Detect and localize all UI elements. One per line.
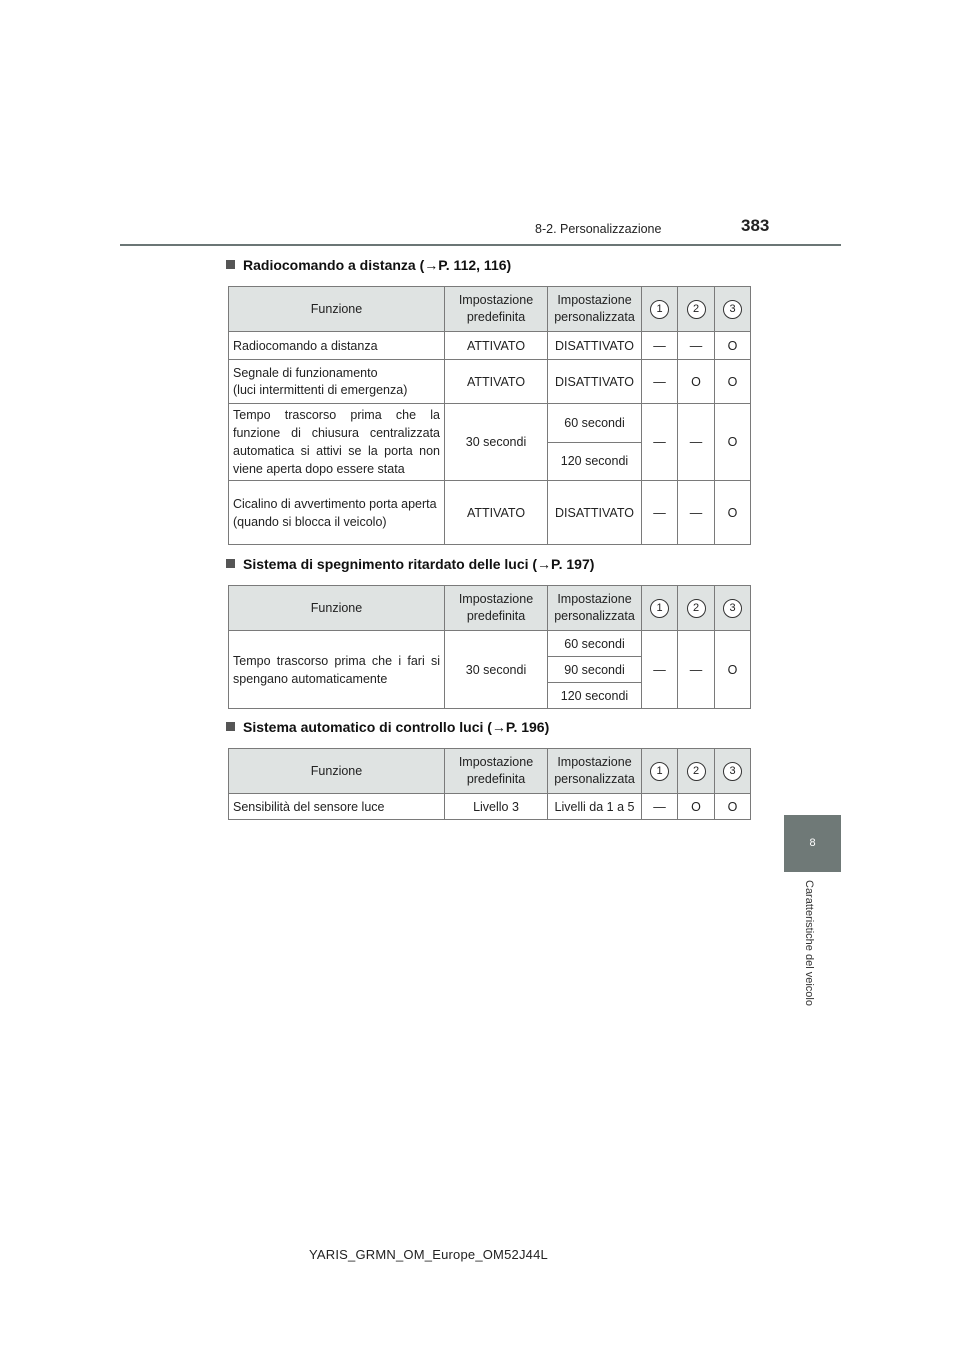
cell-predefinita: 30 secondi <box>445 631 548 709</box>
circle-1-icon: 1 <box>650 762 669 781</box>
circle-2-icon: 2 <box>687 599 706 618</box>
cell-predefinita: ATTIVATO <box>445 481 548 545</box>
cell-col3: O <box>715 794 751 820</box>
cell-personalizzata: 90 secondi <box>548 657 642 683</box>
page-number: 383 <box>741 216 770 235</box>
lights-delay-table <box>228 585 751 709</box>
table-header-row <box>229 586 751 631</box>
cell-col1: — <box>642 360 678 404</box>
cell-col3: O <box>715 404 751 481</box>
cell-funzione: Sensibilità del sensore luce <box>229 794 445 820</box>
header-personalizzata: Impostazione personalizzata <box>548 749 642 794</box>
section-title: Radiocomando a distanza (→P. 112, 116) <box>243 257 512 273</box>
table-row <box>229 481 751 545</box>
section-heading-remote <box>226 257 511 273</box>
cell-predefinita: ATTIVATO <box>445 332 548 360</box>
cell-col3: O <box>715 332 751 360</box>
chapter-tab[interactable]: 8 <box>784 815 841 872</box>
cell-col2: — <box>678 332 715 360</box>
header-predefinita: Impostazione predefinita <box>445 749 548 794</box>
table-header-row <box>229 749 751 794</box>
cell-col3: O <box>715 481 751 545</box>
cell-personalizzata: Livelli da 1 a 5 <box>548 794 642 820</box>
auto-lights-table <box>228 748 751 820</box>
section-title: Sistema automatico di controllo luci (→P. 196) <box>243 719 550 735</box>
cell-personalizzata: DISATTIVATO <box>548 332 642 360</box>
square-bullet-icon <box>226 559 235 568</box>
circle-3-icon: 3 <box>723 599 742 618</box>
cell-predefinita: Livello 3 <box>445 794 548 820</box>
table-row <box>229 360 751 404</box>
cell-col3: O <box>715 631 751 709</box>
header-personalizzata: Impostazione personalizzata <box>548 287 642 332</box>
circle-1-icon: 1 <box>650 300 669 319</box>
cell-col1: — <box>642 794 678 820</box>
header-funzione: Funzione <box>229 749 445 794</box>
header-predefinita: Impostazione predefinita <box>445 586 548 631</box>
square-bullet-icon <box>226 722 235 731</box>
cell-funzione: Tempo trascorso prima che la funzione di chiusura centralizzata automatica si attivi se la porta non viene aperta dopo essere stata <box>229 404 445 481</box>
circle-2-icon: 2 <box>687 300 706 319</box>
table-row <box>229 794 751 820</box>
cell-col2: O <box>678 794 715 820</box>
cell-predefinita: 30 secondi <box>445 404 548 481</box>
cell-col2: — <box>678 631 715 709</box>
header-predefinita: Impostazione predefinita <box>445 287 548 332</box>
circle-3-icon: 3 <box>723 300 742 319</box>
cell-predefinita: ATTIVATO <box>445 360 548 404</box>
cell-personalizzata: 60 secondi <box>548 631 642 657</box>
header-rule <box>120 244 841 246</box>
cell-personalizzata: DISATTIVATO <box>548 360 642 404</box>
section-title: Sistema di spegnimento ritardato delle luci (→P. 197) <box>243 556 595 572</box>
header-funzione: Funzione <box>229 586 445 631</box>
cell-col1: — <box>642 481 678 545</box>
table-row <box>229 332 751 360</box>
table-row <box>229 631 751 657</box>
cell-personalizzata: 60 secondi <box>548 404 642 443</box>
cell-col1: — <box>642 404 678 481</box>
cell-funzione: Segnale di funzionamento (luci intermittenti di emergenza) <box>229 360 445 404</box>
table-header-row <box>229 287 751 332</box>
section-heading-auto-lights <box>226 719 549 735</box>
square-bullet-icon <box>226 260 235 269</box>
section-heading-lights-delay <box>226 556 594 572</box>
cell-col3: O <box>715 360 751 404</box>
cell-col2: — <box>678 481 715 545</box>
header-personalizzata: Impostazione personalizzata <box>548 586 642 631</box>
circle-1-icon: 1 <box>650 599 669 618</box>
cell-funzione: Radiocomando a distanza <box>229 332 445 360</box>
remote-settings-table <box>228 286 751 545</box>
header-funzione: Funzione <box>229 287 445 332</box>
section-label: 8-2. Personalizzazione <box>535 222 662 236</box>
circle-3-icon: 3 <box>723 762 742 781</box>
circle-2-icon: 2 <box>687 762 706 781</box>
table-row <box>229 404 751 443</box>
document-code: YARIS_GRMN_OM_Europe_OM52J44L <box>309 1247 548 1262</box>
cell-col2: O <box>678 360 715 404</box>
cell-personalizzata: 120 secondi <box>548 683 642 709</box>
chapter-title: Caratteristiche del veicolo <box>803 880 815 1006</box>
cell-col2: — <box>678 404 715 481</box>
cell-funzione: Cicalino di avvertimento porta aperta (quando si blocca il veicolo) <box>229 481 445 545</box>
cell-funzione: Tempo trascorso prima che i fari si spengano automaticamente <box>229 631 445 709</box>
cell-personalizzata: DISATTIVATO <box>548 481 642 545</box>
cell-personalizzata: 120 secondi <box>548 442 642 481</box>
cell-col1: — <box>642 631 678 709</box>
cell-col1: — <box>642 332 678 360</box>
